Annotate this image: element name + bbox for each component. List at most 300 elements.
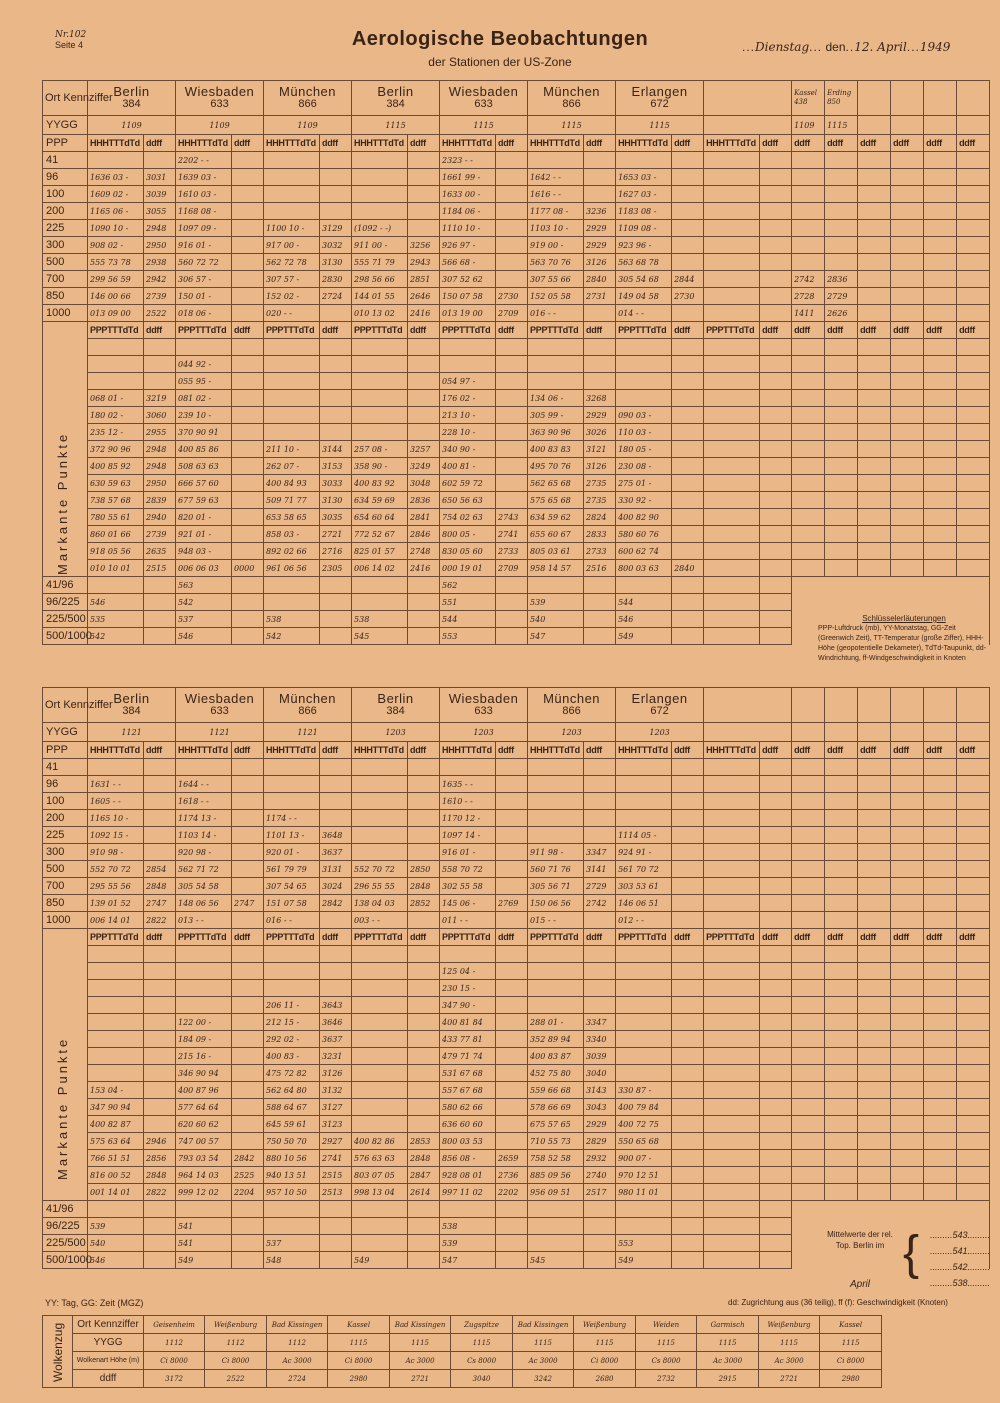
markante-value [760, 373, 792, 390]
wolken-row-label: Wolkenart Höhe (m) [73, 1352, 144, 1370]
extra-value [825, 759, 858, 776]
markante-value [704, 1099, 760, 1116]
markante-value [792, 1116, 825, 1133]
station-name: Berlin [377, 691, 414, 706]
markante-value: 347 90 94 [88, 1099, 144, 1116]
extra-value [957, 237, 990, 254]
markante-value: 3268 [584, 390, 616, 407]
level-value [144, 152, 176, 169]
level-value: 917 00 - [264, 237, 320, 254]
summary-value: 537 [264, 1235, 320, 1252]
level-value [264, 152, 320, 169]
level-value [616, 759, 672, 776]
markante-value: 980 11 01 [616, 1184, 672, 1201]
markante-value [891, 526, 924, 543]
level-value [232, 861, 264, 878]
summary-value: 539 [528, 594, 584, 611]
markante-value: 508 63 63 [176, 458, 232, 475]
extra-value [825, 793, 858, 810]
station-name: Wiesbaden [448, 84, 519, 99]
summary-row [43, 594, 990, 611]
summary-value [352, 1201, 408, 1218]
markante-value: 958 14 57 [528, 560, 584, 577]
markante-value [858, 946, 891, 963]
level-value [616, 152, 672, 169]
extra-station: Erding 850 [825, 81, 858, 116]
pressure-level: 850 [43, 895, 88, 912]
markante-value: 125 04 - [440, 963, 496, 980]
markante-value [616, 356, 672, 373]
level-value [672, 169, 704, 186]
markante-value: 2416 [408, 560, 440, 577]
markante-value: 400 83 87 [528, 1048, 584, 1065]
markante-value [672, 1031, 704, 1048]
level-value [672, 220, 704, 237]
ddff-header: ddff [232, 322, 264, 339]
markante-value: 562 64 80 [264, 1082, 320, 1099]
level-value: 2848 [144, 878, 176, 895]
markante-value [232, 1014, 264, 1031]
markante-value: 2733 [496, 543, 528, 560]
markante-value [792, 980, 825, 997]
markante-value: 750 50 70 [264, 1133, 320, 1150]
hhh-header: HHHTTTdTd [88, 135, 144, 152]
level-value: 563 70 76 [528, 254, 584, 271]
markante-value: 634 59 69 [352, 492, 408, 509]
markante-value: 856 08 - [440, 1150, 496, 1167]
markante-value: 2716 [320, 543, 352, 560]
extra-value [957, 254, 990, 271]
ddff-header: ddff [144, 929, 176, 946]
markante-value [891, 560, 924, 577]
markante-value: 400 82 90 [616, 509, 672, 526]
markante-value: 3126 [320, 1065, 352, 1082]
markante-value [957, 424, 990, 441]
station-code: 866 [562, 705, 581, 717]
markante-value: 3257 [408, 441, 440, 458]
markante-value: 918 05 56 [88, 543, 144, 560]
pressure-level: 100 [43, 793, 88, 810]
level-value: 560 72 72 [176, 254, 232, 271]
summary-value [320, 1218, 352, 1235]
markante-value [924, 946, 957, 963]
level-value: 006 14 01 [88, 912, 144, 929]
level-value [528, 827, 584, 844]
markante-value [672, 1184, 704, 1201]
summary-value [760, 1201, 792, 1218]
markante-value: 001 14 01 [88, 1184, 144, 1201]
wolken-ddff: 2732 [635, 1370, 697, 1388]
markante-value: 2841 [408, 509, 440, 526]
markante-value: 230 08 - [616, 458, 672, 475]
markante-value [858, 492, 891, 509]
markante-value [858, 424, 891, 441]
summary-row [43, 1201, 990, 1218]
extra-value [792, 878, 825, 895]
markante-row [43, 1167, 990, 1184]
markante-value [496, 458, 528, 475]
markante-value: 2516 [584, 560, 616, 577]
extra-value [957, 305, 990, 322]
markante-value [924, 373, 957, 390]
markante-value [88, 356, 144, 373]
station-time: 1121 [176, 723, 264, 742]
markante-value [440, 356, 496, 373]
extra-value [792, 169, 825, 186]
markante-value: 710 55 73 [528, 1133, 584, 1150]
wolken-ddff: 3040 [451, 1370, 513, 1388]
markante-value [825, 390, 858, 407]
markante-value [672, 1065, 704, 1082]
markante-side [43, 407, 88, 424]
markante-value [672, 1082, 704, 1099]
level-value [320, 810, 352, 827]
level-value: 2742 [584, 895, 616, 912]
summary-value: 539 [440, 1235, 496, 1252]
wolken-art: Ac 3000 [758, 1352, 820, 1370]
markante-value [858, 1184, 891, 1201]
markante-value [408, 1065, 440, 1082]
markante-value: 2733 [584, 543, 616, 560]
level-value: 3055 [144, 203, 176, 220]
level-value [352, 776, 408, 793]
markante-value [672, 1048, 704, 1065]
markante-value [792, 963, 825, 980]
level-value [232, 759, 264, 776]
markante-value [858, 356, 891, 373]
extra-value [957, 220, 990, 237]
markante-value [672, 441, 704, 458]
markante-value: 885 09 56 [528, 1167, 584, 1184]
ddff-header: ddff [408, 135, 440, 152]
markante-value [672, 492, 704, 509]
extra-value [858, 810, 891, 827]
level-value [704, 861, 760, 878]
markante-value: 2635 [144, 543, 176, 560]
summary-value: 544 [616, 594, 672, 611]
extra-value [957, 169, 990, 186]
markante-value [858, 373, 891, 390]
summary-blank [858, 594, 891, 611]
level-value [704, 186, 760, 203]
extra-value [924, 305, 957, 322]
extra-value [891, 810, 924, 827]
level-value: 1110 10 - [440, 220, 496, 237]
wolken-ddff: 2724 [266, 1370, 328, 1388]
markante-value [176, 980, 232, 997]
level-value: 3129 [320, 220, 352, 237]
summary-value [144, 1218, 176, 1235]
summary-value [264, 1218, 320, 1235]
level-row [43, 169, 990, 186]
markante-value [144, 1065, 176, 1082]
level-value [584, 793, 616, 810]
level-value [672, 861, 704, 878]
ddff-header: ddff [496, 929, 528, 946]
level-value [496, 186, 528, 203]
markante-value [264, 339, 320, 356]
level-value [232, 776, 264, 793]
level-value: 1605 - - [88, 793, 144, 810]
extra-value [891, 220, 924, 237]
level-value [232, 152, 264, 169]
level-value: 1642 - - [528, 169, 584, 186]
level-value: 552 70 72 [352, 861, 408, 878]
level-value [232, 254, 264, 271]
markante-value: 180 02 - [88, 407, 144, 424]
level-value: 555 73 78 [88, 254, 144, 271]
level-value: 555 71 79 [352, 254, 408, 271]
markante-value [957, 475, 990, 492]
level-value [496, 271, 528, 288]
markante-value [957, 1184, 990, 1201]
markante-value: 3123 [320, 1116, 352, 1133]
legend-box: Schlüsselerläuterungen PPP-Luftdruck (mb), YY-Monatstag, GG-Zeit (Greenwich Zeit), TT-Temperatur (große Ziffer), HHH-Höhe (geopotentielle Dekameter), TdTd-Taupunkt, dd-Windrichtung, ff-Windgeschwindigkeit in Knoten [818, 614, 986, 662]
markante-value [858, 526, 891, 543]
summary-value [672, 1235, 704, 1252]
markante-row [43, 1133, 990, 1150]
extra-value [792, 810, 825, 827]
level-value: 1184 06 - [440, 203, 496, 220]
level-value [496, 878, 528, 895]
extra-value [792, 827, 825, 844]
wolken-station: Garmisch [697, 1316, 759, 1334]
level-value: 3347 [584, 844, 616, 861]
markante-value [264, 424, 320, 441]
markante-value [616, 946, 672, 963]
extra-value [891, 186, 924, 203]
markante-value: 2950 [144, 475, 176, 492]
ddff-header: ddff [496, 742, 528, 759]
summary-value: 542 [264, 628, 320, 645]
hhh-header: HHHTTTdTd [176, 742, 232, 759]
level-value: 560 71 76 [528, 861, 584, 878]
markante-row [43, 1048, 990, 1065]
level-value [760, 254, 792, 271]
markante-value: 475 72 82 [264, 1065, 320, 1082]
ddff-header: ddff [891, 929, 924, 946]
markante-value [825, 526, 858, 543]
pressure-level: 200 [43, 203, 88, 220]
markante-value: 578 66 69 [528, 1099, 584, 1116]
level-value: 1101 13 - [264, 827, 320, 844]
extra-value [891, 827, 924, 844]
markante-value: 803 07 05 [352, 1167, 408, 1184]
level-value: 1609 02 - [88, 186, 144, 203]
markante-value [704, 946, 760, 963]
ddff-header: ddff [924, 929, 957, 946]
markante-value [584, 373, 616, 390]
level-value: 3032 [320, 237, 352, 254]
markante-value [957, 543, 990, 560]
markante-value [704, 1133, 760, 1150]
markante-value [704, 1065, 760, 1082]
extra-value [957, 861, 990, 878]
level-value [496, 776, 528, 793]
level-value: 561 70 72 [616, 861, 672, 878]
level-value [88, 759, 144, 776]
markante-value [957, 458, 990, 475]
markante-value [176, 339, 232, 356]
extra-value [792, 895, 825, 912]
extra-value: 2742 [792, 271, 825, 288]
level-row [43, 793, 990, 810]
level-value: 3236 [584, 203, 616, 220]
markante-value [88, 339, 144, 356]
markante-value [496, 373, 528, 390]
markante-value [232, 492, 264, 509]
markante-label-2: Markante Punkte [55, 1036, 70, 1180]
markante-value: 602 59 72 [440, 475, 496, 492]
markante-value [176, 997, 232, 1014]
level-value: 561 79 79 [264, 861, 320, 878]
level-value [584, 827, 616, 844]
extra-value [891, 793, 924, 810]
markante-value: 400 72 75 [616, 1116, 672, 1133]
level-value [352, 169, 408, 186]
markante-value [704, 1048, 760, 1065]
level-value [616, 793, 672, 810]
extra-value [924, 878, 957, 895]
markante-value: 452 75 80 [528, 1065, 584, 1082]
markante-row [43, 1031, 990, 1048]
markante-value: 2736 [496, 1167, 528, 1184]
ddff-header: ddff [858, 742, 891, 759]
extra-value: 1411 [792, 305, 825, 322]
markante-value [891, 1082, 924, 1099]
level-value [176, 759, 232, 776]
summary-value [352, 594, 408, 611]
markante-value [858, 1116, 891, 1133]
markante-value [792, 1133, 825, 1150]
markante-value [924, 492, 957, 509]
markante-value [825, 1065, 858, 1082]
level-value: 3648 [320, 827, 352, 844]
markante-value [672, 1014, 704, 1031]
level-value: 2851 [408, 271, 440, 288]
extra-value [924, 776, 957, 793]
level-value: 924 91 - [616, 844, 672, 861]
level-value [320, 912, 352, 929]
markante-value [760, 509, 792, 526]
summary-value: 548 [264, 1252, 320, 1269]
level-value [528, 759, 584, 776]
extra-station [891, 688, 924, 723]
level-value: 1661 99 - [440, 169, 496, 186]
markante-value [232, 526, 264, 543]
markante-value [760, 560, 792, 577]
markante-value [825, 458, 858, 475]
ddff-header: ddff [144, 742, 176, 759]
markante-value: 2614 [408, 1184, 440, 1201]
markante-value [496, 1031, 528, 1048]
markante-value [891, 1150, 924, 1167]
level-value: 013 19 00 [440, 305, 496, 322]
summary-value [352, 1235, 408, 1252]
markante-value: 358 90 - [352, 458, 408, 475]
markante-value [616, 963, 672, 980]
level-value [232, 844, 264, 861]
summary-value [496, 1235, 528, 1252]
markante-value [858, 475, 891, 492]
markante-value [760, 543, 792, 560]
summary-value: 551 [440, 594, 496, 611]
markante-value: 2740 [584, 1167, 616, 1184]
ddff-header: ddff [924, 322, 957, 339]
station-code: 384 [122, 705, 141, 717]
markante-value [760, 997, 792, 1014]
markante-value: 090 03 - [616, 407, 672, 424]
summary-value: 563 [176, 577, 232, 594]
observation-block-2 [42, 687, 990, 1269]
level-value [232, 912, 264, 929]
markante-value [704, 373, 760, 390]
layer-label: 500/1000 [43, 1252, 88, 1269]
extra-value [957, 271, 990, 288]
level-value: 306 57 - [176, 271, 232, 288]
station-time: 1203 [440, 723, 528, 742]
hhh-header: HHHTTTdTd [88, 742, 144, 759]
extra-time: 1115 [825, 116, 858, 135]
level-value [672, 844, 704, 861]
extra-value [924, 237, 957, 254]
station-time: 1121 [264, 723, 352, 742]
extra-value [957, 827, 990, 844]
markante-value [825, 339, 858, 356]
wolken-time: 1115 [635, 1334, 697, 1352]
markante-value [176, 946, 232, 963]
markante-row [43, 1150, 990, 1167]
markante-value: 433 77 81 [440, 1031, 496, 1048]
station-time: 1115 [616, 116, 704, 135]
pppt-header: PPPTTTdTd [616, 322, 672, 339]
markante-value [144, 980, 176, 997]
markante-value [924, 1133, 957, 1150]
level-value [496, 844, 528, 861]
level-value [496, 220, 528, 237]
summary-value: 535 [88, 611, 144, 628]
level-value: 2938 [144, 254, 176, 271]
layer-label: 225/500 [43, 1235, 88, 1252]
markante-value: 400 85 86 [176, 441, 232, 458]
markante-value: 400 81 - [440, 458, 496, 475]
markante-value [672, 997, 704, 1014]
ddff-header: ddff [825, 322, 858, 339]
extra-time [891, 116, 924, 135]
level-value [144, 776, 176, 793]
extra-value [891, 776, 924, 793]
station-header [616, 81, 704, 116]
extra-value [924, 912, 957, 929]
extra-value [792, 776, 825, 793]
level-value: 2747 [232, 895, 264, 912]
markante-side [43, 1014, 88, 1031]
markante-value [704, 963, 760, 980]
summary-value: 538 [440, 1218, 496, 1235]
markante-value [760, 1133, 792, 1150]
markante-value [408, 1099, 440, 1116]
level-value [88, 152, 144, 169]
markante-side [43, 390, 88, 407]
level-value: 296 55 55 [352, 878, 408, 895]
markante-value [144, 339, 176, 356]
extra-value [825, 878, 858, 895]
summary-value [672, 611, 704, 628]
summary-value [616, 577, 672, 594]
markante-value [825, 509, 858, 526]
summary-value [528, 1235, 584, 1252]
summary-blank [792, 1201, 825, 1218]
